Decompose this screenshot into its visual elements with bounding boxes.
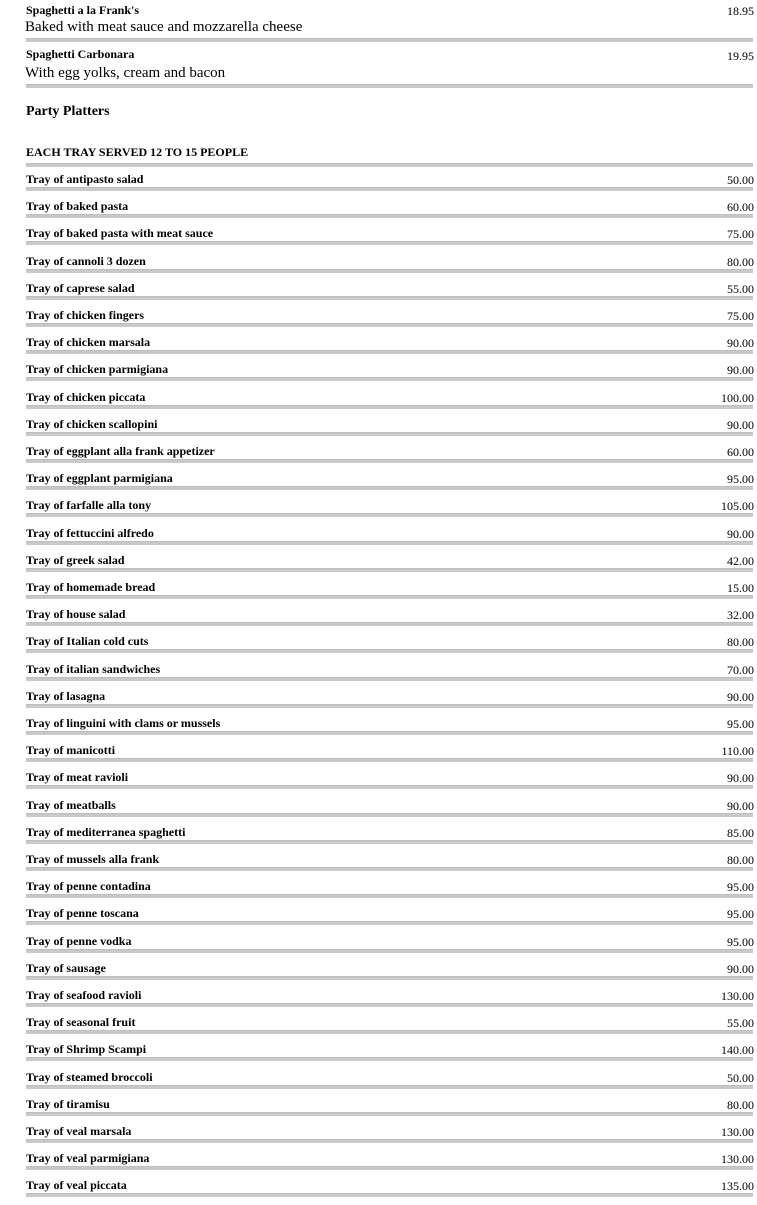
- tray-item: [26, 1042, 753, 1069]
- tray-item: [26, 199, 753, 226]
- tray-item: [26, 254, 753, 281]
- tray-item: [26, 444, 753, 471]
- divider: [26, 731, 753, 735]
- dish-price: 19.95: [727, 49, 754, 63]
- divider: [26, 84, 753, 88]
- dish-name: Spaghetti Carbonara: [26, 47, 135, 61]
- tray-item: [26, 417, 753, 444]
- tray-name: Tray of manicotti: [26, 743, 116, 758]
- tray-price: 110.00: [721, 744, 754, 759]
- tray-item: [26, 1124, 753, 1151]
- tray-item: [26, 308, 753, 335]
- tray-price: 95.00: [727, 907, 754, 922]
- tray-name: Tray of tiramisu: [26, 1096, 110, 1111]
- tray-name: Tray of steamed broccoli: [26, 1069, 153, 1084]
- divider: [26, 1112, 753, 1116]
- tray-price: 90.00: [727, 961, 754, 976]
- tray-price: 95.00: [727, 472, 754, 487]
- tray-price: 32.00: [727, 608, 754, 623]
- tray-item: [26, 335, 753, 362]
- tray-price: 130.00: [721, 989, 754, 1003]
- divider: [26, 568, 753, 572]
- divider: [26, 296, 753, 300]
- tray-name: Tray of chicken parmigiana: [26, 362, 169, 377]
- tray-item: [26, 798, 753, 825]
- tray-item: [26, 498, 753, 525]
- tray-item: [26, 526, 753, 553]
- tray-name: Tray of Shrimp Scampi: [26, 1042, 147, 1057]
- divider: [26, 1057, 753, 1061]
- tray-name: Tray of cannoli 3 dozen: [26, 253, 146, 268]
- divider: [26, 269, 753, 273]
- divider: [26, 976, 753, 980]
- section-title: Party Platters: [26, 104, 110, 119]
- divider: [26, 677, 753, 681]
- tray-price: 90.00: [727, 336, 754, 351]
- tray-name: Tray of chicken marsala: [26, 335, 151, 350]
- tray-price: 130.00: [721, 1152, 754, 1167]
- tray-price: 50.00: [727, 1070, 754, 1085]
- tray-name: Tray of penne contadina: [26, 879, 151, 894]
- tray-price: 90.00: [727, 363, 754, 378]
- dish-description: Baked with meat sauce and mozzarella cheese: [25, 19, 303, 35]
- tray-price: 140.00: [721, 1043, 754, 1058]
- tray-item: [26, 906, 753, 933]
- tray-item: [26, 879, 753, 906]
- tray-name: Tray of greek salad: [26, 552, 125, 567]
- tray-name: Tray of penne vodka: [26, 933, 132, 948]
- tray-item: [26, 716, 753, 743]
- dish-item: [26, 46, 753, 90]
- tray-price: 80.00: [727, 254, 754, 269]
- tray-price: 75.00: [727, 227, 754, 242]
- tray-name: Tray of caprese salad: [26, 280, 135, 295]
- tray-price: 130.00: [721, 1125, 754, 1139]
- section-note: EACH TRAY SERVED 12 TO 15 PEOPLE: [26, 145, 249, 159]
- tray-name: Tray of chicken scallopini: [26, 416, 158, 431]
- tray-item: [26, 743, 753, 770]
- dish-item: [26, 0, 753, 44]
- tray-name: Tray of fettuccini alfredo: [26, 525, 154, 540]
- tray-price: 95.00: [727, 934, 754, 949]
- divider: [26, 1139, 753, 1143]
- divider: [26, 432, 753, 436]
- divider: [26, 214, 753, 218]
- divider: [26, 163, 753, 167]
- tray-name: Tray of chicken piccata: [26, 389, 146, 404]
- divider: [26, 1193, 753, 1197]
- tray-price: 60.00: [727, 445, 754, 459]
- tray-item: [26, 607, 753, 634]
- tray-item: [26, 390, 753, 417]
- tray-item: [26, 825, 753, 852]
- tray-name: Tray of Italian cold cuts: [26, 634, 149, 649]
- tray-item: [26, 580, 753, 607]
- tray-price: 80.00: [727, 635, 754, 650]
- tray-price: 95.00: [727, 880, 754, 895]
- divider: [26, 1166, 753, 1170]
- tray-name: Tray of baked pasta: [26, 199, 129, 214]
- tray-price: 55.00: [727, 1016, 754, 1031]
- tray-name: Tray of seasonal fruit: [26, 1015, 136, 1030]
- tray-price: 70.00: [727, 662, 754, 677]
- tray-price: 80.00: [727, 1097, 754, 1112]
- tray-name: Tray of veal piccata: [26, 1178, 127, 1193]
- tray-item: [26, 1097, 753, 1124]
- divider: [26, 1085, 753, 1089]
- tray-name: Tray of linguini with clams or mussels: [26, 716, 221, 730]
- tray-name: Tray of farfalle alla tony: [26, 498, 152, 513]
- tray-item: [26, 1015, 753, 1042]
- tray-name: Tray of veal marsala: [26, 1124, 132, 1138]
- tray-item: [26, 852, 753, 879]
- tray-price: 105.00: [721, 499, 754, 514]
- tray-price: 55.00: [727, 281, 754, 296]
- tray-name: Tray of veal parmigiana: [26, 1151, 150, 1166]
- divider: [26, 622, 753, 626]
- divider: [26, 187, 753, 191]
- tray-price: 90.00: [727, 771, 754, 786]
- divider: [26, 459, 753, 463]
- tray-item: [26, 471, 753, 498]
- tray-price: 90.00: [727, 689, 754, 704]
- divider: [26, 921, 753, 925]
- tray-name: Tray of italian sandwiches: [26, 661, 161, 676]
- divider: [26, 894, 753, 898]
- tray-item: [26, 689, 753, 716]
- tray-name: Tray of sausage: [26, 960, 106, 975]
- tray-name: Tray of mediterranea spaghetti: [26, 824, 186, 839]
- divider: [26, 867, 753, 871]
- tray-name: Tray of homemade bread: [26, 580, 156, 594]
- divider: [26, 541, 753, 545]
- tray-item: [26, 770, 753, 797]
- tray-name: Tray of seafood ravioli: [26, 988, 142, 1002]
- tray-price: 100.00: [721, 390, 754, 405]
- divider: [26, 595, 753, 599]
- tray-item: [26, 553, 753, 580]
- tray-item: [26, 934, 753, 961]
- tray-price: 80.00: [727, 853, 754, 867]
- divider: [26, 350, 753, 354]
- tray-name: Tray of eggplant alla frank appetizer: [26, 444, 215, 458]
- tray-name: Tray of meatballs: [26, 797, 116, 812]
- divider: [26, 513, 753, 517]
- divider: [26, 1003, 753, 1007]
- dish-name: Spaghetti a la Frank's: [26, 3, 140, 17]
- tray-price: 95.00: [727, 717, 754, 731]
- tray-item: [26, 1178, 753, 1205]
- tray-price: 90.00: [727, 798, 754, 813]
- tray-price: 42.00: [727, 553, 754, 568]
- tray-item: [26, 988, 753, 1015]
- tray-price: 90.00: [727, 526, 754, 541]
- tray-name: Tray of house salad: [26, 607, 126, 622]
- divider: [26, 38, 753, 42]
- tray-item: [26, 362, 753, 389]
- tray-item: [26, 281, 753, 308]
- tray-item: [26, 1070, 753, 1097]
- divider: [26, 405, 753, 409]
- divider: [26, 323, 753, 327]
- dish-price: 18.95: [727, 4, 754, 18]
- tray-price: 75.00: [727, 309, 754, 323]
- tray-item: [26, 961, 753, 988]
- divider: [26, 949, 753, 953]
- tray-item: [26, 634, 753, 661]
- tray-price: 85.00: [727, 825, 754, 840]
- tray-item: [26, 1151, 753, 1178]
- tray-item: [26, 172, 753, 199]
- tray-name: Tray of baked pasta with meat sauce: [26, 226, 214, 241]
- tray-item: [26, 662, 753, 689]
- tray-name: Tray of eggplant parmigiana: [26, 471, 173, 486]
- divider: [26, 840, 753, 844]
- tray-price: 90.00: [727, 417, 754, 432]
- tray-name: Tray of chicken fingers: [26, 308, 145, 322]
- divider: [26, 649, 753, 653]
- tray-name: Tray of lasagna: [26, 688, 106, 703]
- divider: [26, 377, 753, 381]
- dish-description: With egg yolks, cream and bacon: [25, 65, 226, 81]
- tray-item: [26, 226, 753, 253]
- tray-price: 50.00: [727, 173, 754, 187]
- divider: [26, 758, 753, 762]
- divider: [26, 486, 753, 490]
- divider: [26, 704, 753, 708]
- tray-name: Tray of mussels alla frank: [26, 852, 160, 866]
- tray-name: Tray of meat ravioli: [26, 770, 129, 785]
- divider: [26, 241, 753, 245]
- tray-price: 60.00: [727, 200, 754, 215]
- divider: [26, 785, 753, 789]
- tray-price: 135.00: [721, 1179, 754, 1194]
- divider: [26, 1030, 753, 1034]
- tray-price: 15.00: [727, 581, 754, 595]
- divider: [26, 813, 753, 817]
- tray-name: Tray of antipasto salad: [26, 172, 144, 186]
- tray-name: Tray of penne toscana: [26, 906, 139, 921]
